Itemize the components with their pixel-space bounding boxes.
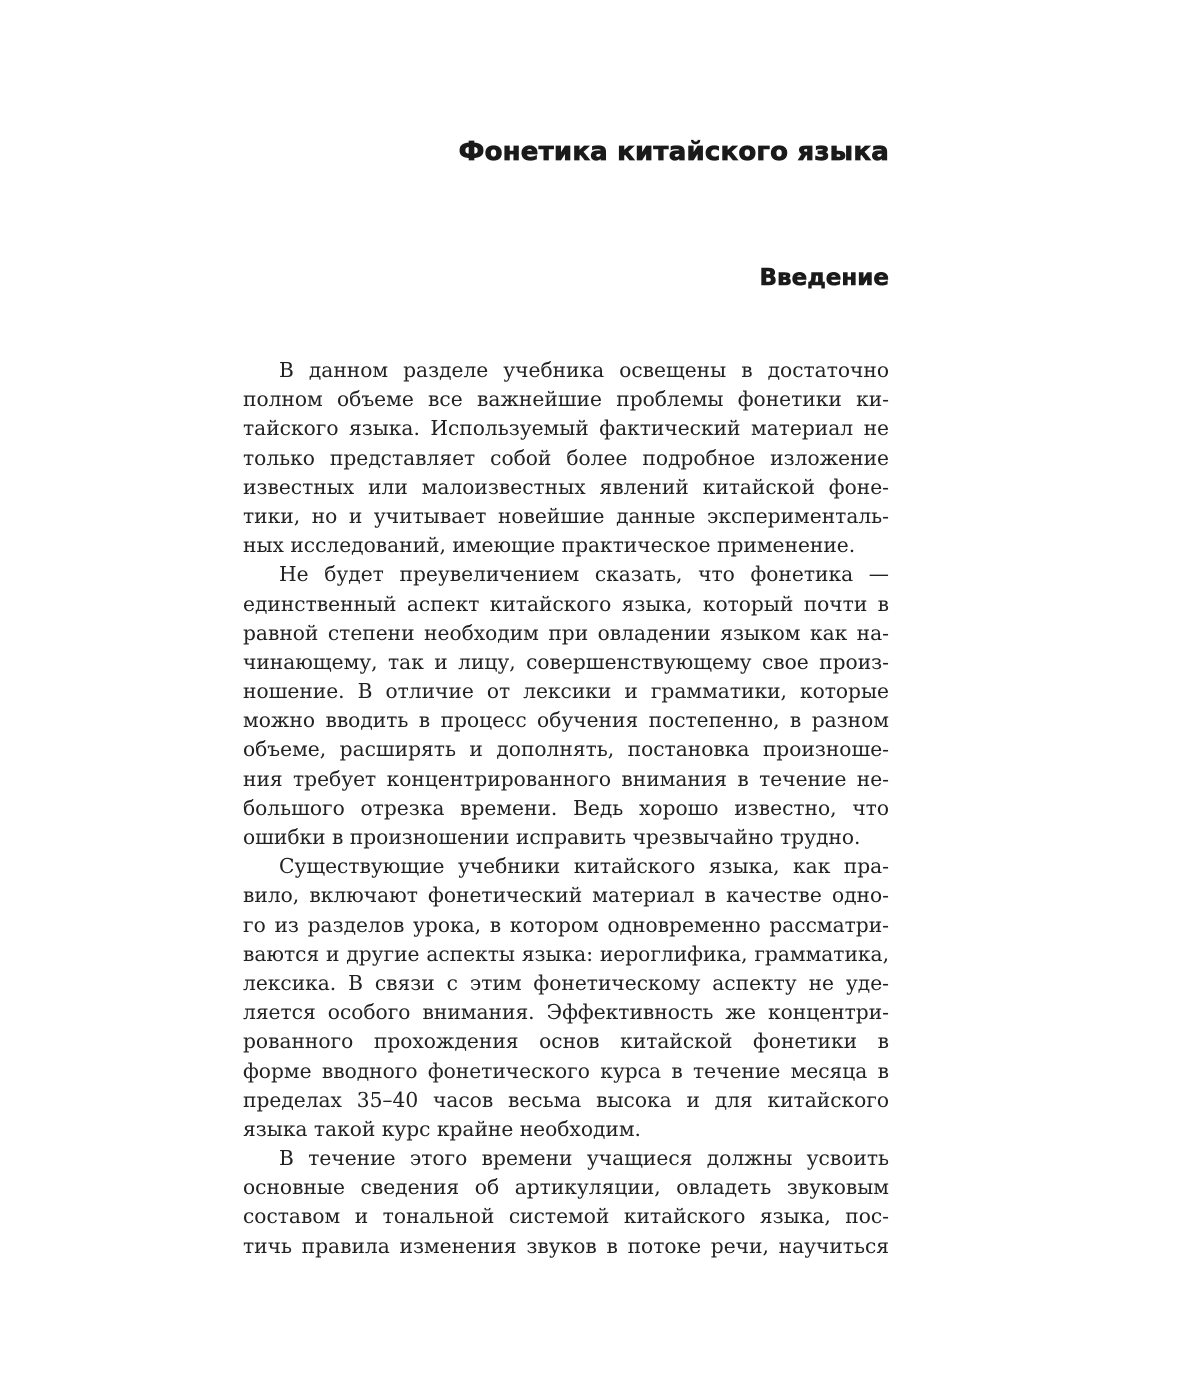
- text-line: ношение. В отличие от лексики и грамматики, которые: [243, 679, 889, 704]
- text-line: объеме, расширять и дополнять, постановка произноше-: [243, 737, 889, 762]
- text-line: основные сведения об артикуляции, овладеть звуковым: [243, 1175, 889, 1200]
- text-line: ляется особого внимания. Эффективность же концентри-: [243, 1000, 889, 1025]
- text-line: большого отрезка времени. Ведь хорошо известно, что: [243, 795, 889, 820]
- text-line: форме вводного фонетического курса в течение месяца в: [243, 1058, 889, 1083]
- text-line: вило, включают фонетический материал в качестве одно-: [243, 883, 889, 908]
- text-line: ных исследований, имеющие практическое применение.: [243, 533, 856, 558]
- text-line: тайского языка. Используемый фактический материал не: [243, 416, 889, 441]
- text-line: В данном разделе учебника освещены в достаточно: [279, 358, 889, 382]
- text-line: полном объеме все важнейшие проблемы фонетики ки-: [243, 387, 889, 412]
- paragraph-1: [243, 356, 889, 560]
- text-line: языка такой курс крайне необходим.: [243, 1116, 641, 1141]
- text-line: Существующие учебники китайского языка, как пра-: [279, 854, 889, 879]
- text-line: В течение этого времени учащиеся должны усвоить: [279, 1146, 889, 1171]
- text-line: ваются и другие аспекты языка: иероглифика, грамматика,: [243, 941, 889, 966]
- text-line: тичь правила изменения звуков в потоке речи, научиться: [243, 1233, 889, 1258]
- text-line: можно вводить в процесс обучения постепенно, в разном: [243, 708, 889, 733]
- text-line: Не будет преувеличением сказать, что фонетика —: [279, 562, 889, 587]
- text-line: го из разделов урока, в котором одновременно рассматри-: [243, 912, 889, 937]
- text-line: ния требует концентрированного внимания в течение не-: [243, 766, 889, 791]
- text-line: пределах 35–40 часов весьма высока и для китайского: [243, 1087, 889, 1112]
- chapter-title: Фонетика китайского языка: [458, 137, 889, 167]
- text-line: лексика. В связи с этим фонетическому аспекту не уде-: [243, 970, 889, 995]
- paragraph-4: [243, 1144, 889, 1261]
- paragraph-2: [243, 560, 889, 852]
- section-title: Введение: [759, 265, 889, 291]
- text-line: равной степени необходим при овладении языком как на-: [243, 620, 889, 645]
- text-line: единственный аспект китайского языка, который почти в: [243, 591, 889, 616]
- text-line: тики, но и учитывает новейшие данные эксперименталь-: [243, 503, 889, 528]
- text-line: ошибки в произношении исправить чрезвычайно трудно.: [243, 825, 861, 849]
- text-line: только представляет собой более подробное изложение: [243, 445, 889, 470]
- text-line: чинающему, так и лицу, совершенствующему свое произ-: [243, 649, 889, 674]
- text-line: известных или малоизвестных явлений китайской фоне-: [243, 474, 889, 499]
- text-line: рованного прохождения основ китайской фонетики в: [243, 1029, 889, 1054]
- body-text: [243, 356, 889, 1261]
- text-line: составом и тональной системой китайского языка, пос-: [243, 1204, 889, 1229]
- paragraph-3: [243, 852, 889, 1144]
